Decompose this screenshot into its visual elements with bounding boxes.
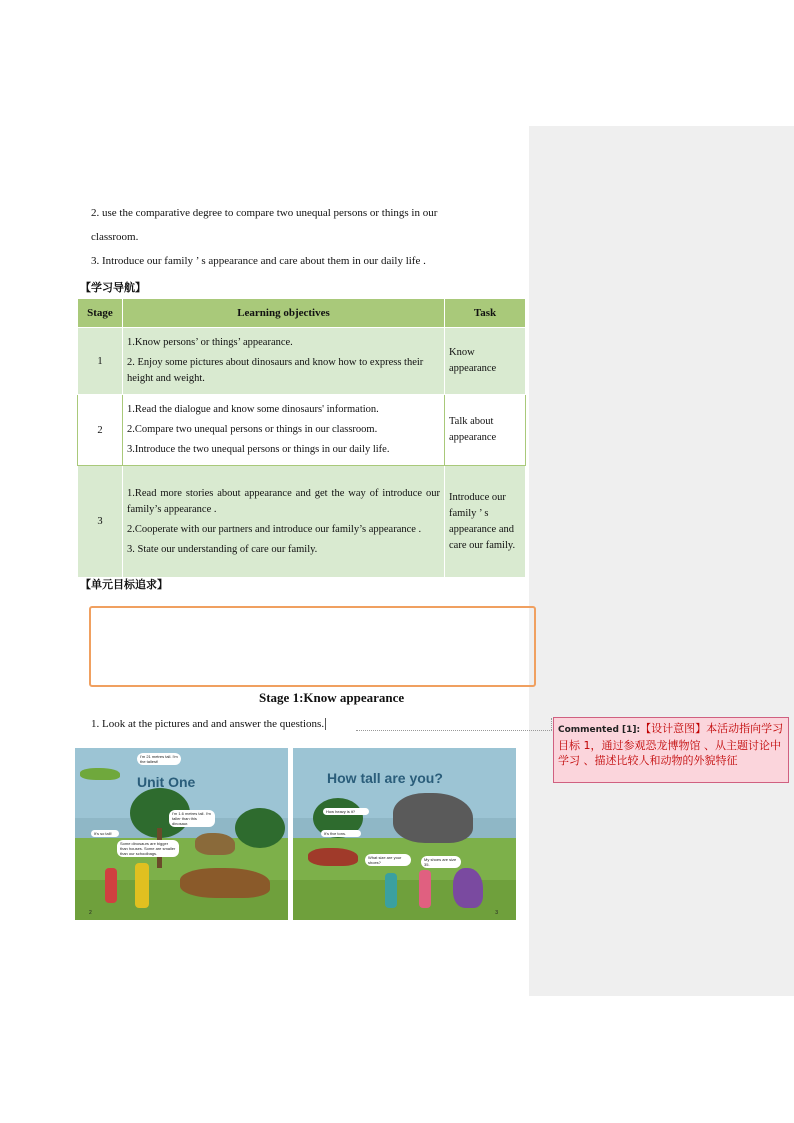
page-number: 2 <box>89 910 92 916</box>
objective-item: 3. State our understanding of care our family. <box>127 543 318 555</box>
stage-title: Stage 1:Know appearance <box>259 690 405 705</box>
speech-bubble: What size are your shoes? <box>365 854 411 866</box>
unit-goal-heading: 【单元目标追求】 <box>80 578 168 591</box>
girl-figure <box>385 873 397 908</box>
task-cell: Introduce our family ’ s appearance and care our family. <box>445 466 526 578</box>
nav-heading: 【学习导航】 <box>80 281 146 294</box>
page-number: 3 <box>495 910 498 916</box>
question-line: 1. Look at the pictures and and answer the questions. <box>91 718 329 730</box>
objectives-table <box>77 298 526 578</box>
triceratops-icon <box>393 793 473 843</box>
objective-item: 1.Know persons’ or things’ appearance. <box>127 337 293 348</box>
speech-bubble: It's so tall! <box>91 830 119 837</box>
objective-line-3: 3. Introduce our family ’ s appearance and care about them in our daily life . <box>91 255 426 267</box>
dinosaur-icon <box>195 833 235 855</box>
objective-item: 1.Read more stories about appearance and get the way of introduce our family’s appearance . <box>127 487 440 515</box>
header-task: Task <box>445 299 526 328</box>
comment-balloon[interactable] <box>553 717 789 783</box>
objective-item: 2. Enjoy some pictures about dinosaurs and know how to express their height and weight. <box>127 357 424 384</box>
dinosaur-icon <box>453 868 483 908</box>
speech-bubble: It's five tons. <box>321 830 361 837</box>
table-row <box>78 466 526 578</box>
girl-figure <box>105 868 117 903</box>
picture-title: How tall are you? <box>327 770 443 786</box>
objective-item: 2.Compare two unequal persons or things in our classroom. <box>127 424 378 435</box>
comment-text: 【设计意图】本活动指向学习目标 1，通过参观恐龙博物馆 、从主题讨论中学习 、描述比较人和动物的外貌特征 <box>558 722 784 767</box>
speech-bubble: Some dinosaurs are bigger than houses. Some are smaller than our schoolbags. <box>117 840 179 857</box>
unit-goal-box[interactable] <box>89 606 536 687</box>
task-cell: Talk about appearance <box>445 395 526 466</box>
objectives-cell <box>123 395 445 466</box>
stage-cell: 3 <box>78 466 123 578</box>
dinosaur-icon <box>180 868 270 898</box>
table-row <box>78 328 526 395</box>
objectives-cell <box>123 466 445 578</box>
boy-figure <box>135 863 149 908</box>
objective-item: 2.Cooperate with our partners and introduce our family’s appearance . <box>127 523 422 535</box>
table-header-row <box>78 299 526 328</box>
header-objectives: Learning objectives <box>123 299 445 328</box>
stage-cell: 1 <box>78 328 123 395</box>
objective-line-2a: 2. use the comparative degree to compare two unequal persons or things in our <box>91 207 438 219</box>
objectives-cell <box>123 328 445 395</box>
table-row <box>78 395 526 466</box>
picture-title: Unit One <box>137 774 196 790</box>
girl-figure <box>419 870 431 908</box>
textbook-picture-right <box>293 748 516 920</box>
comment-label: Commented [1]: <box>558 725 641 735</box>
task-cell: Know appearance <box>445 328 526 395</box>
tree-icon <box>235 808 285 848</box>
objective-line-2b: classroom. <box>91 231 139 243</box>
speech-bubble: How heavy is it? <box>323 808 369 815</box>
dinosaur-icon <box>308 848 358 866</box>
comment-connector <box>356 730 552 731</box>
text-cursor <box>325 718 329 730</box>
dinosaur-icon <box>80 768 120 780</box>
objective-item: 1.Read the dialogue and know some dinosaurs' information. <box>127 404 379 415</box>
stage-cell: 2 <box>78 395 123 466</box>
textbook-picture-left <box>75 748 288 920</box>
header-stage: Stage <box>78 299 123 328</box>
speech-bubble: My shoes are size 35. <box>421 856 461 868</box>
speech-bubble: I'm 1.6 metres tall. I'm taller than this dinosaur. <box>169 810 215 827</box>
objective-item: 3.Introduce the two unequal persons or things in our daily life. <box>127 444 390 455</box>
speech-bubble: I'm 21 metres tall. I'm the tallest! <box>137 753 181 765</box>
comment-pane <box>529 126 794 996</box>
